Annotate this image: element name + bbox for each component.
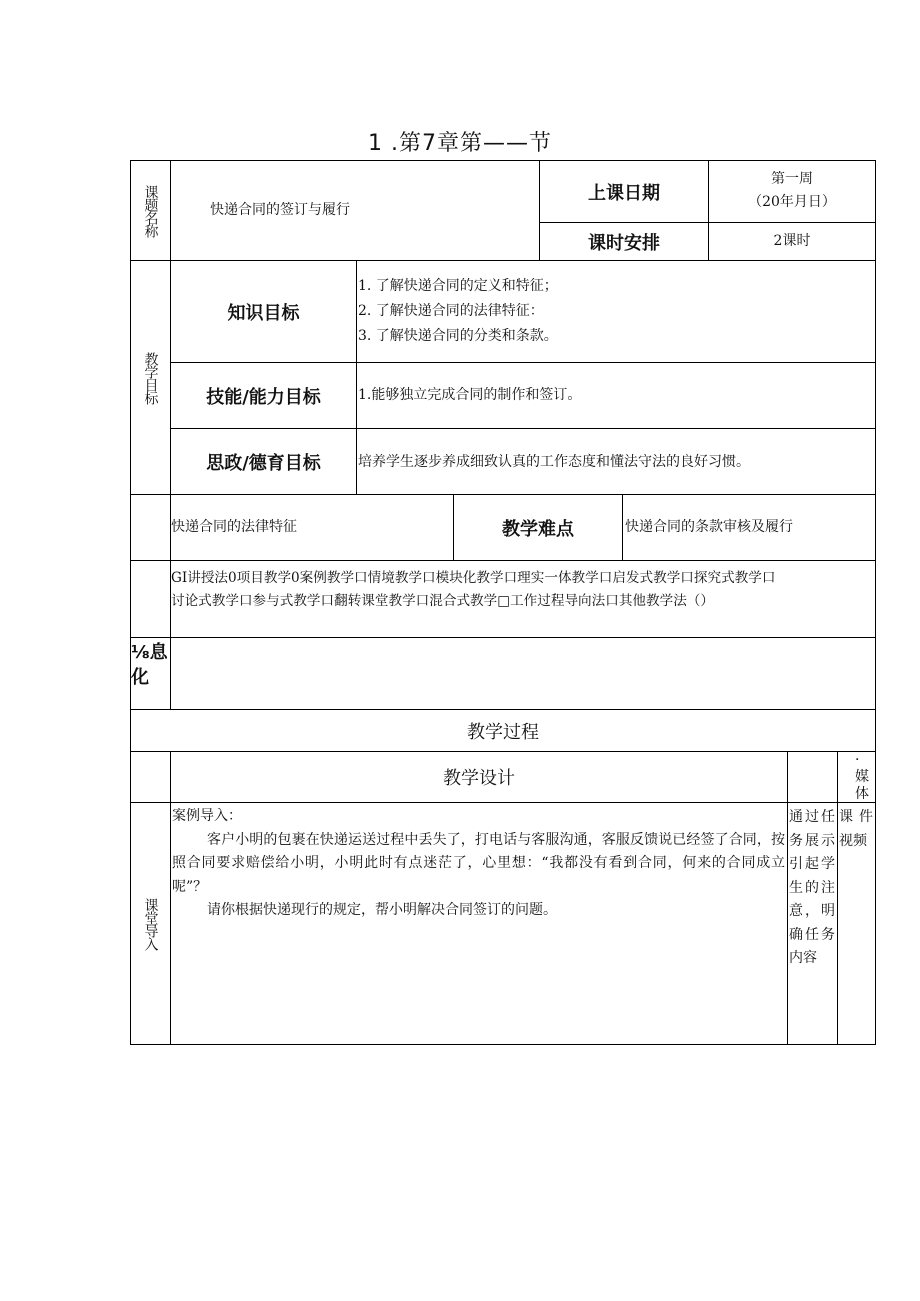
knowledge-item: 3. 了解快递合同的分类和条款。 <box>358 328 558 344</box>
methods-line: 讨论式教学口参与式教学口翻转课堂教学口混合式教学□工作过程导向法口其他教学法（） <box>171 593 714 609</box>
moral-text: 培养学生逐步养成细致认真的工作态度和懂法守法的良好习惯。 <box>358 454 750 470</box>
difficulty-label: 教学难点 <box>502 518 574 540</box>
date-week: 第一周 <box>771 171 813 187</box>
skill-label: 技能/能力目标 <box>206 386 321 408</box>
intro-content <box>172 805 785 923</box>
design-label: 教学设计 <box>443 768 515 789</box>
teaching-methods <box>171 567 875 613</box>
knowledge-label: 知识目标 <box>227 302 300 324</box>
knowledge-item: 2. 了解快递合同的法律特征： <box>358 303 544 319</box>
intro-label: 课堂导入 <box>142 897 159 950</box>
key-point-text: 快递合同的法律特征 <box>171 519 297 535</box>
document-title: 1 .第7章第——节 <box>368 131 552 156</box>
topic-label: 课题名称 <box>142 184 159 237</box>
date-label: 上课日期 <box>588 182 660 204</box>
topic-value: 快递合同的签订与履行 <box>210 202 350 218</box>
knowledge-list <box>358 274 558 349</box>
moral-label: 思政/德育目标 <box>206 452 321 474</box>
info-label: ⅛息化 <box>131 642 168 688</box>
intro-method: 通过任务展示引起学生的注意，明确任务内容 <box>789 809 835 966</box>
objectives-label: 教学目标 <box>142 351 159 404</box>
date-value: （20年月日） <box>748 194 836 210</box>
hours-label: 课时安排 <box>588 232 660 254</box>
knowledge-item: 1. 了解快递合同的定义和特征； <box>358 278 558 294</box>
intro-paragraph: 客户小明的包裹在快递运送过程中丢失了，打电话与客服沟通，客服反馈说已经签了合同，按照合同要求赔偿给小明，小明此时有点迷茫了，心里想：“我都没有看到合同，何来的合同成立呢”？ <box>172 831 785 895</box>
intro-heading: 案例导入： <box>172 808 242 824</box>
skill-text: 1.能够独立完成合同的制作和签订。 <box>358 387 582 403</box>
hours-value: 2课时 <box>773 233 811 249</box>
intro-paragraph: 请你根据快递现行的规定，帮小明解决合同签订的问题。 <box>207 902 557 918</box>
methods-line: GI讲授法0项目教学0案例教学口情境教学口模块化教学口理实一体教学口启发式教学口探究式教学口 <box>171 570 776 586</box>
intro-media: 课件视频 <box>839 809 873 849</box>
difficulty-text: 快递合同的条款审核及履行 <box>625 519 793 535</box>
media-label: ·媒体 <box>855 752 869 802</box>
process-heading: 教学过程 <box>467 721 539 743</box>
